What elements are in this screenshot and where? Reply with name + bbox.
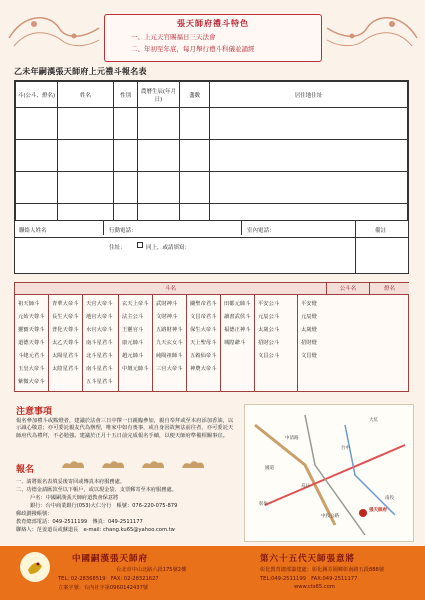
lamp-item: 青華大帝斗 <box>52 301 79 307</box>
lamp-item: 紫微大帝斗 <box>18 379 45 385</box>
footer-left-line: 立案字號：台內社字第0960142437號 <box>58 585 149 591</box>
map-label: 彰化 <box>259 502 268 507</box>
lamp-item: 五斗星君斗 <box>86 379 113 385</box>
lamp-item: 水官大帝斗 <box>86 327 113 333</box>
map-label-temple: 張天師府 <box>369 508 387 513</box>
lamp-item: 普化天尊斗 <box>52 327 79 333</box>
lamp-item: 元辰燈 <box>301 314 317 320</box>
registration-table <box>14 80 409 237</box>
lamp-item: 保生大帝斗 <box>190 327 217 333</box>
dou-name-header: 斗名 <box>15 283 326 295</box>
lamp-item: 地官大帝斗 <box>86 314 113 320</box>
lamp-item: 北斗星君斗 <box>86 353 113 359</box>
lamp-item: 康元帥斗 <box>122 340 144 346</box>
table-row[interactable] <box>16 172 408 204</box>
lamp-item: 城隍爺斗 <box>224 340 246 346</box>
dou-name-table <box>14 282 409 392</box>
scroll-ornament-left <box>4 8 104 56</box>
lamp-item: 神農大帝斗 <box>190 366 217 372</box>
lamp-item: 祖天師斗 <box>18 301 40 307</box>
footer-left-line: 台北市中山北路六段175號2樓 <box>116 567 187 573</box>
registration-title: 報名 <box>16 465 35 475</box>
footer-right-line[interactable]: www.cts65.com <box>294 584 335 590</box>
same-as-above-label: 同上，或請填寫： <box>146 245 191 251</box>
registration-line: 一、請將報名表填妥後寄回或傳真本府服務處。 <box>16 479 125 485</box>
header-gender: 性別 <box>114 82 138 108</box>
lamp-item: 文昌燈 <box>301 353 317 359</box>
lamp-item: 太陽星君斗 <box>52 353 79 359</box>
lamp-item: 靈寶天尊斗 <box>18 327 45 333</box>
same-as-above-checkbox[interactable] <box>137 242 143 248</box>
lamp-item: 純陽祖師斗 <box>156 353 183 359</box>
lamp-item: 道德天尊斗 <box>18 340 45 346</box>
lamp-item: 田都元帥斗 <box>224 301 251 307</box>
lamp-item: 平安燈 <box>301 301 317 307</box>
table-row[interactable] <box>16 108 408 140</box>
lamp-item: 王靈官斗 <box>122 327 144 333</box>
deng-header: 燈名 <box>369 283 409 295</box>
tiger-logo-icon <box>20 552 50 582</box>
lamp-item: 太陰星君斗 <box>52 366 79 372</box>
footer-right-line: TEL:049-2511199 FAX:049-2511177 <box>260 576 358 582</box>
lamp-item: 太乙天尊斗 <box>52 340 79 346</box>
lamp-item: 文昌帝君斗 <box>190 314 217 320</box>
scroll-ornament-right <box>322 8 422 56</box>
map-label: 台中 <box>341 446 350 451</box>
home-phone-label: 室內電話： <box>247 228 275 234</box>
cloud-ornament-icon <box>100 458 126 470</box>
address-label: 住址： <box>109 245 126 251</box>
contact-block <box>14 220 409 274</box>
cloud-ornament-icon <box>140 458 166 470</box>
lamp-item: 中壇元帥斗 <box>122 366 149 372</box>
map-label: 南投 <box>385 496 394 501</box>
feature-banner <box>104 14 322 62</box>
lamp-item: 太歲燈 <box>301 327 317 333</box>
lamp-item: 平安公斗 <box>258 301 280 307</box>
registration-line: 教育總部電話：049-2511199 傳真：049-2511177 <box>16 519 143 525</box>
lamp-item: 文昌公斗 <box>258 353 280 359</box>
registration-line: 戶名：中國嗣漢張天師府道教會保意將 <box>30 495 119 501</box>
location-map <box>244 404 414 542</box>
header-birthday: 農曆生辰(年月日) <box>138 82 180 108</box>
footer-left-line: TEL: 02-28368519 FAX: 02-28321627 <box>58 576 159 582</box>
banner-line-2: 二、年初至年底，每月舉行禮斗科儀並誦經 <box>131 45 255 53</box>
lamp-item: 斗姥元君斗 <box>18 353 45 359</box>
lamp-item: 五路財神斗 <box>156 327 183 333</box>
gongdou-header: 公斗名 <box>326 283 369 295</box>
lamp-item: 福德正神斗 <box>224 327 251 333</box>
map-label: 烏日 <box>301 484 310 489</box>
contact-name-label: 聯絡人姓名 <box>19 228 47 234</box>
footer-right-line: 彰化教育總部籌建處：彰化縣芬園鄉彰南路五段888號 <box>260 567 385 573</box>
footer-left-title: 中國嗣漢張天師府 <box>72 554 149 564</box>
lamp-item: 長生大帝斗 <box>52 314 79 320</box>
remarks-label: 備註 <box>375 228 387 234</box>
lamp-item: 元辰公斗 <box>258 314 280 320</box>
lamp-item: 五穀仙帝斗 <box>190 353 217 359</box>
map-label: 中清路 <box>285 436 299 441</box>
footer-bar <box>0 546 425 600</box>
lamp-item: 玄天上帝斗 <box>122 301 149 307</box>
lamp-item: 文財神斗 <box>156 314 178 320</box>
map-roads <box>245 405 415 543</box>
lamp-item: 武財神斗 <box>156 301 178 307</box>
cloud-ornament-icon <box>60 458 86 470</box>
registration-line: 郵政劃撥帳號： <box>16 511 53 517</box>
banner-line-1: 一、上元天官賜福日三天法會 <box>131 33 216 41</box>
lamp-item: 天上聖母斗 <box>190 340 217 346</box>
footer-right-title: 第六十五代天師張意將 <box>260 554 356 564</box>
map-label: 中投公路 <box>321 514 339 519</box>
lamp-item: 南斗星君斗 <box>86 366 113 372</box>
form-title: 乙未年嗣漢張天師府上元禮斗報名表 <box>14 67 147 76</box>
banner-title: 張天師府禮斗特色 <box>177 19 249 28</box>
lamp-item: 招財公斗 <box>258 340 280 346</box>
registration-line: 銀行：台中商業銀行(053)大仁分行 帳號：076-220-075-879 <box>30 503 178 509</box>
lamp-item: 讀書武侯斗 <box>224 314 251 320</box>
lamp-item: 招財燈 <box>301 340 317 346</box>
registration-line: 二、功德金請匯款至以下帳戶，或以現金袋、支票郵寄至本府服務處。 <box>16 487 177 493</box>
map-label: 大坑 <box>369 418 378 423</box>
notes-title: 注意事項 <box>16 407 53 417</box>
lamp-item: 南斗星君斗 <box>86 340 113 346</box>
lamp-item: 三官大帝斗 <box>156 366 183 372</box>
header-dou: 斗(公斗、燈名) <box>16 82 58 108</box>
lamp-item: 元始天尊斗 <box>18 314 45 320</box>
lamp-item: 太歲公斗 <box>258 327 280 333</box>
header-address: 居住地住址 <box>210 82 408 108</box>
header-count: 盞數 <box>180 82 210 108</box>
lamp-item: 九天玄女斗 <box>156 340 183 346</box>
cloud-ornament-icon <box>180 458 206 470</box>
registration-line: 聯絡人：范姜道長或蘇道長 e-mail: chang.ku65@yahoo.com.tw <box>16 527 175 533</box>
notes-body: 報名參加禮斗或點燈者，建議於法會三日中擇一日親臨參加，親自奉拜或至本府添加香油，以示誠心敬意；亦可委託親友代為辦理，唯家中如有喪事，或自身因故無法前往者，亦可委託天師府代為禮拜，不必勉強。建議於正月十五日前完成報名手續，以便天師府準備相關事宜。 <box>16 418 234 439</box>
lamp-item: 天官大帝斗 <box>86 301 113 307</box>
lamp-item: 關聖帝君斗 <box>190 301 217 307</box>
mobile-label: 行動電話： <box>109 228 137 234</box>
table-row[interactable] <box>16 140 408 172</box>
lamp-item: 法主公斗 <box>122 314 144 320</box>
table-header-row <box>16 82 408 108</box>
lamp-item: 玉皇大帝斗 <box>18 366 45 372</box>
header-name: 姓名 <box>58 82 114 108</box>
lamp-item: 趙元帥斗 <box>122 353 144 359</box>
map-label: 國道 <box>265 466 274 471</box>
